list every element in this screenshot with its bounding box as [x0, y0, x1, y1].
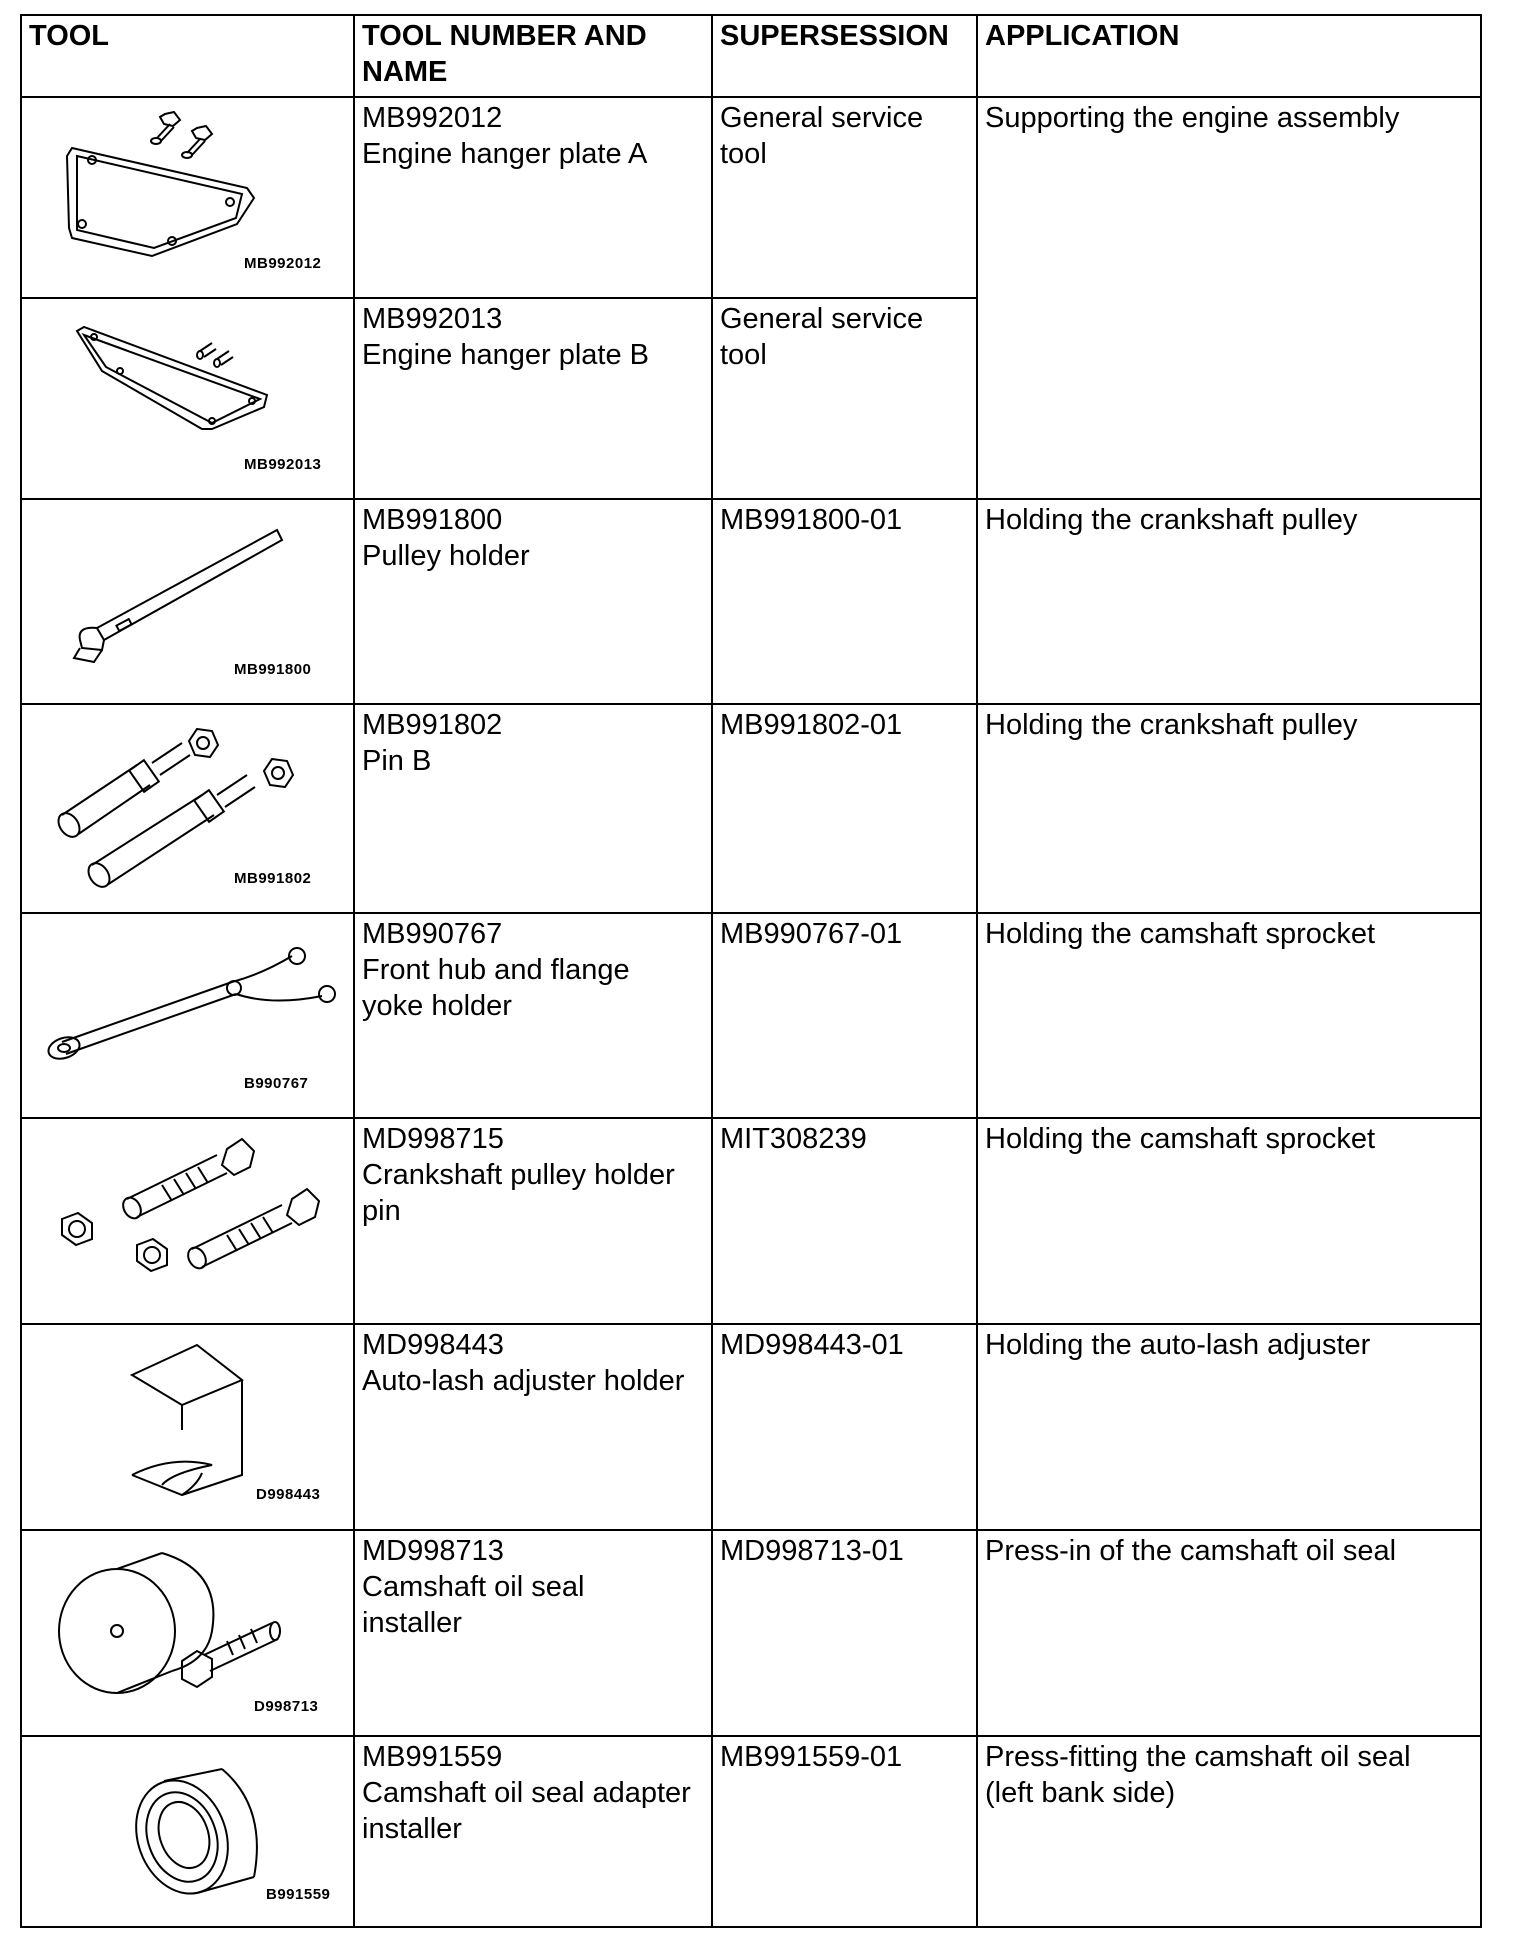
tool-name: Auto-lash adjuster holder	[362, 1365, 685, 1397]
holder-pin-icon	[22, 1119, 355, 1325]
tool-image-cell	[21, 499, 354, 704]
tool-number: MB992012	[362, 102, 503, 134]
supersession-cell: MB991800-01	[712, 499, 977, 704]
tool-number: MB991800	[362, 504, 503, 536]
tool-number-name-cell	[354, 97, 712, 298]
tool-number-name-cell	[354, 1118, 712, 1324]
supersession-cell: MIT308239	[712, 1118, 977, 1324]
tool-number-name-cell	[354, 298, 712, 499]
supersession-cell: General service tool	[712, 97, 977, 298]
tool-number: MB990767	[362, 918, 503, 950]
tool-number-name-cell	[354, 499, 712, 704]
tool-number: MB991559	[362, 1741, 503, 1773]
tool-number: MD998443	[362, 1329, 504, 1361]
tool-number-name-cell	[354, 1324, 712, 1530]
table-row	[21, 1118, 1481, 1324]
tool-name: Pin B	[362, 745, 432, 777]
application-cell: Holding the crankshaft pulley	[977, 704, 1481, 913]
tool-image-cell	[21, 1736, 354, 1927]
application-cell: Holding the crankshaft pulley	[977, 499, 1481, 704]
table-row	[21, 913, 1481, 1118]
tool-image-cell	[21, 1118, 354, 1324]
tool-name-line: installer	[362, 1607, 462, 1639]
tool-number-name-cell	[354, 1530, 712, 1736]
application-cell: Holding the camshaft sprocket	[977, 1118, 1481, 1324]
tool-image-cell	[21, 1530, 354, 1736]
tool-number-name-cell	[354, 704, 712, 913]
table-row	[21, 1736, 1481, 1927]
application-cell: Holding the auto-lash adjuster	[977, 1324, 1481, 1530]
tool-name-line: yoke holder	[362, 990, 512, 1022]
tool-number-name-cell	[354, 913, 712, 1118]
header-application: APPLICATION	[977, 15, 1481, 97]
application-cell: Holding the camshaft sprocket	[977, 913, 1481, 1118]
application-cell: Supporting the engine assembly	[977, 97, 1481, 499]
application-cell: Press-in of the camshaft oil seal	[977, 1530, 1481, 1736]
table-row	[21, 499, 1481, 704]
tool-name-line: pin	[362, 1195, 401, 1227]
table-row	[21, 704, 1481, 913]
tool-name-line: Front hub and flange	[362, 954, 630, 986]
header-supersession: SUPERSESSION	[712, 15, 977, 97]
tool-image-cell	[21, 1324, 354, 1530]
tool-number: MB991802	[362, 709, 503, 741]
supersession-cell: MD998443-01	[712, 1324, 977, 1530]
supersession-cell: MB990767-01	[712, 913, 977, 1118]
header-tool-number-name: TOOL NUMBER AND NAME	[354, 15, 712, 97]
tool-image-label: D998713	[254, 1698, 319, 1715]
table-row	[21, 1324, 1481, 1530]
application-cell: Press-fitting the camshaft oil seal (left bank side)	[977, 1736, 1481, 1927]
tool-name: Engine hanger plate A	[362, 138, 648, 170]
tool-number: MB992013	[362, 303, 503, 335]
tool-image-label: B991559	[266, 1886, 331, 1903]
tool-image-cell	[21, 97, 354, 298]
tool-image-label: MB991800	[234, 661, 312, 678]
tool-name-line: Crankshaft pulley holder	[362, 1159, 675, 1191]
table-row	[21, 1530, 1481, 1736]
header-tool: TOOL	[21, 15, 354, 97]
supersession-cell: MB991559-01	[712, 1736, 977, 1927]
tool-image-label: D998443	[256, 1486, 321, 1503]
tool-image-label: MB992013	[244, 456, 322, 473]
table-row	[21, 97, 1481, 298]
header-row	[21, 15, 1481, 97]
tool-number: MD998715	[362, 1123, 504, 1155]
tool-name: Engine hanger plate B	[362, 339, 649, 371]
tool-number-name-cell	[354, 1736, 712, 1927]
tool-image-cell	[21, 704, 354, 913]
tool-image-cell	[21, 913, 354, 1118]
supersession-cell: MB991802-01	[712, 704, 977, 913]
tool-image-label: B990767	[244, 1075, 309, 1092]
tool-name-line: installer	[362, 1813, 462, 1845]
tool-image-label: MB992012	[244, 255, 322, 272]
tool-name: Pulley holder	[362, 540, 530, 572]
supersession-cell: General service tool	[712, 298, 977, 499]
tool-image-cell	[21, 298, 354, 499]
tool-number: MD998713	[362, 1535, 504, 1567]
special-tools-table	[20, 14, 1482, 1928]
tool-image-label: MB991802	[234, 870, 312, 887]
tool-name-line: Camshaft oil seal	[362, 1571, 585, 1603]
supersession-cell: MD998713-01	[712, 1530, 977, 1736]
tool-name-line: Camshaft oil seal adapter	[362, 1777, 691, 1809]
